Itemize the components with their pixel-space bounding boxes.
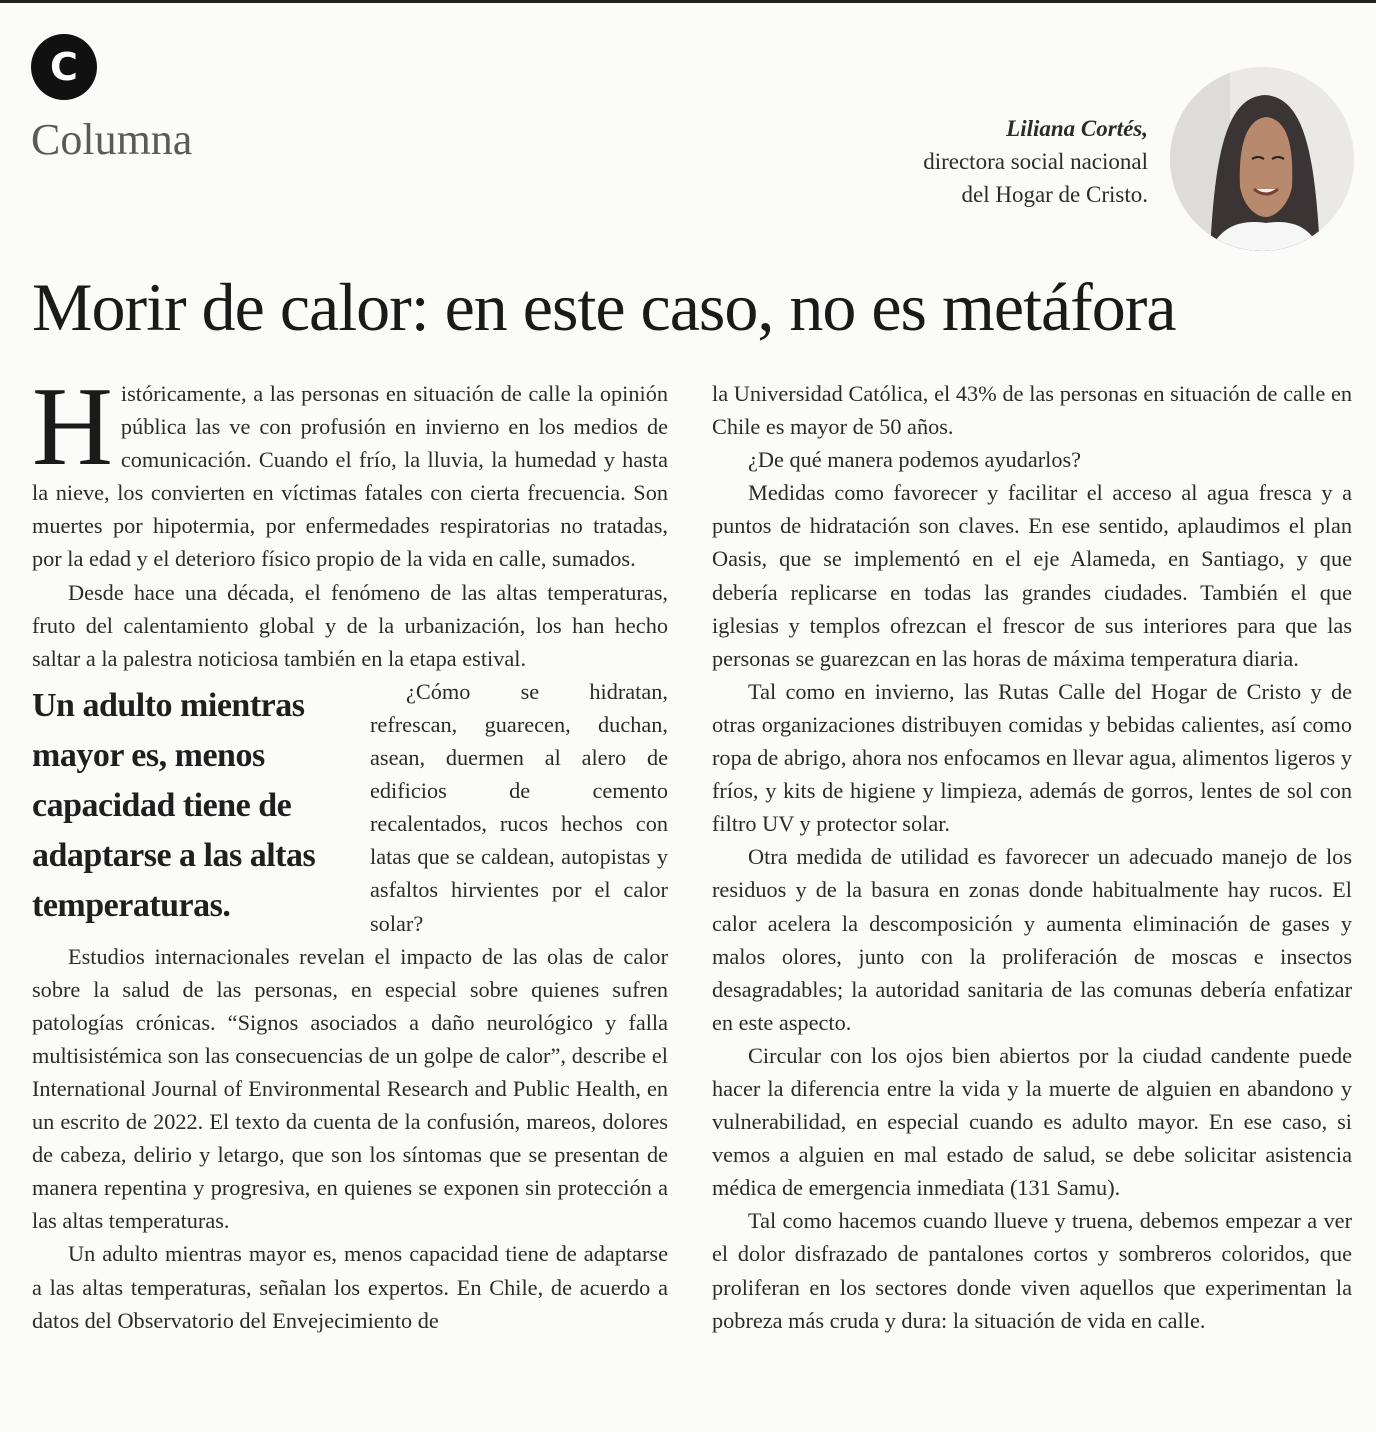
paragraph-2: Desde hace una década, el fenómeno de las altas temperaturas, fruto del calentamiento global y de la urbanización, los han hecho saltar a la palestra noticiosa también en la etapa estival.: [32, 579, 668, 671]
column-logo: [31, 34, 97, 100]
headline: Morir de calor: en este caso, no es metáfora: [32, 269, 1176, 345]
author-name: Liliana Cortés,: [1006, 116, 1148, 141]
top-rule: [0, 0, 1376, 3]
paragraph-10: Otra medida de utilidad es favorecer un adecuado manejo de los residuos y de la basura en zonas donde habitualmente hay rucos. El calor acelera la descomposición y aumenta eliminación de gases y malos olores, junto con la proliferación de moscas e insectos desagradables; la autoridad sanitaria de las comunas debería enfatizar en este aspecto.: [712, 844, 1352, 1035]
paragraph-1-text: istóricamente, a las personas en situación de calle la opinión pública las ve con profusión en invierno en los medios de comunicación. Cuando el frío, la lluvia, la humedad y hasta la nieve, los convierten en víctimas fatales con cierta frecuencia. Son muertes por hipotermia, por enfermedades respiratorias no tratadas, por la edad y el deterioro físico propio de la vida en calle, sumados.: [32, 381, 668, 572]
paragraph-5: Un adulto mientras mayor es, menos capacidad tiene de adaptarse a las altas temperaturas, señalan los expertos. En Chile, de acuerdo a datos del Observatorio del Envejecimiento de: [32, 1241, 668, 1333]
paragraph-6: la Universidad Católica, el 43% de las personas en situación de calle en Chile es mayor de 50 años.: [712, 381, 1352, 440]
paragraph-1: [32, 365, 668, 576]
author-title-line2: del Hogar de Cristo.: [961, 182, 1148, 207]
article-column-1: [32, 365, 668, 1337]
drop-cap: H: [32, 365, 113, 489]
paragraph-3: ¿Cómo se hidratan, refrescan, guarecen, duchan, asean, duermen al alero de edificios de cemento recalentados, rucos hechos con latas que se caldean, autopistas y asfaltos hirvientes por el calor solar?: [370, 678, 668, 936]
paragraph-11: Circular con los ojos bien abiertos por la ciudad candente puede hacer la diferencia entre la vida y la muerte de alguien en abandono y vulnerabilidad, en especial cuando es adulto mayor. En ese caso, si vemos a alguien en mal estado de salud, se debe solicitar asistencia médica de emergencia inmediata (131 Samu).: [712, 1042, 1352, 1201]
paragraph-7: ¿De qué manera podemos ayudarlos?: [748, 447, 1082, 473]
author-byline: [923, 112, 1148, 211]
logo-letter: C: [50, 45, 78, 89]
paragraph-8: Medidas como favorecer y facilitar el acceso al agua fresca y a puntos de hidratación son claves. En ese sentido, aplaudimos el plan Oasis, que se implementó en el eje Alameda, en Santiago, y que debería replicarse en todas las grandes ciudades. También el que iglesias y templos ofrezcan el frescor de sus interiores para que las personas se guarezcan en las horas de máxima temperatura diaria.: [712, 480, 1352, 671]
section-label: Columna: [31, 115, 193, 164]
paragraph-4: Estudios internacionales revelan el impacto de las olas de calor sobre la salud de las personas, en especial sobre quienes sufren patologías crónicas. “Signos asociados a daño neurológico y falla multisistémica son las consecuencias de un golpe de calor”, describe el International Journal of Environmental Research and Public Health, en un escrito de 2022. El texto da cuenta de la confusión, mareos, dolores de cabeza, delirio y letargo, que son los síntomas que se presentan de manera repentina y progresiva, en quienes se exponen sin protección a las altas temperaturas.: [32, 943, 668, 1234]
pull-quote: Un adulto mientras mayor es, menos capacidad tiene de adaptarse a las altas temperaturas.: [32, 686, 316, 924]
author-title-line1: directora social nacional: [923, 149, 1148, 174]
paragraph-12: Tal como hacemos cuando llueve y truena, debemos empezar a ver el dolor disfrazado de pantalones cortos y sombreros coloridos, que proliferan en los sectores donde viven aquellos que experimentan la pobreza más cruda y dura: la situación de vida en calle.: [712, 1208, 1352, 1333]
author-photo: [1170, 67, 1354, 251]
article-column-2: [712, 377, 1352, 1337]
paragraph-9: Tal como en invierno, las Rutas Calle del Hogar de Cristo y de otras organizaciones distribuyen comidas y bebidas calientes, así como ropa de abrigo, ahora nos enfocamos en llevar agua, alimentos ligeros y fríos, y kits de higiene y limpieza, además de gorros, lentes de sol con filtro UV y protector solar.: [712, 678, 1352, 837]
